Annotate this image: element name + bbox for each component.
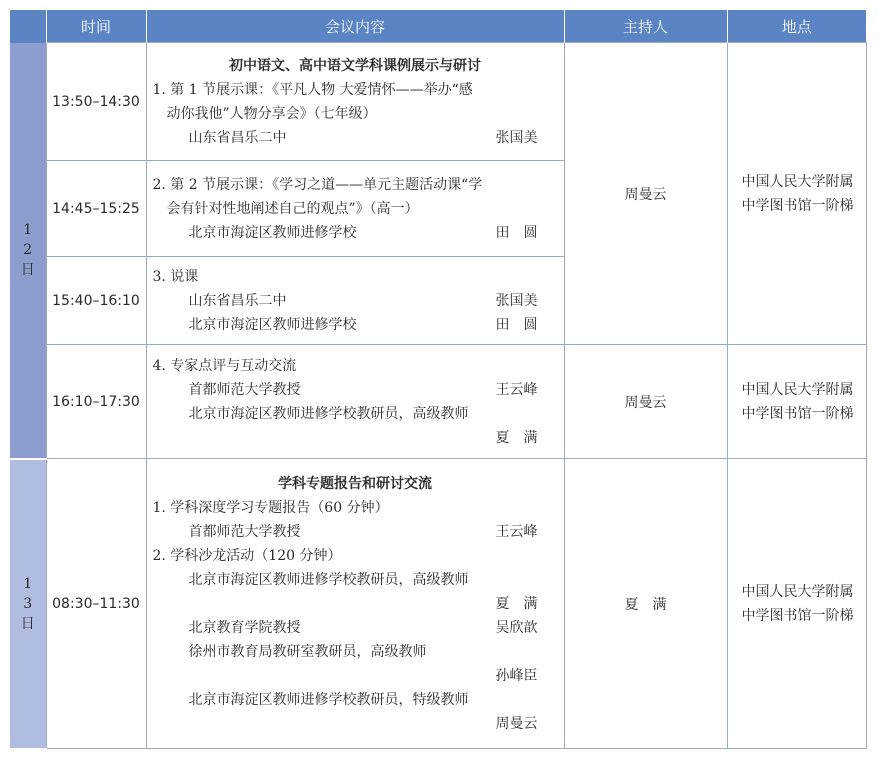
- speaker-org: 首都师范大学教授: [188, 523, 301, 540]
- speaker-org: 北京教育学院教授: [188, 619, 301, 636]
- section-title: 初中语文、高中语文学科课例展示与研讨: [229, 57, 481, 74]
- speaker-org: 山东省昌乐二中: [188, 129, 287, 146]
- speaker-row: [153, 126, 558, 150]
- speaker-row: [153, 221, 558, 245]
- content-cell: [146, 459, 564, 749]
- header-time: 时间: [46, 10, 146, 43]
- host-cell: 周曼云: [564, 43, 727, 345]
- location-cell: 中国人民大学附属中学图书馆一阶梯: [727, 345, 866, 459]
- header-row: [10, 10, 866, 43]
- speaker-name: 孙峰臣: [495, 667, 538, 684]
- speaker-org: 山东省昌乐二中: [188, 292, 287, 309]
- table-row: [10, 43, 866, 161]
- table-row: [10, 345, 866, 459]
- speaker-name: 张国美: [495, 129, 538, 146]
- content-line: 会有针对性地阐述自己的观点”》（高一）: [166, 200, 419, 217]
- host-cell: 夏 满: [564, 459, 727, 749]
- content-cell: [146, 345, 564, 459]
- content-line: 动你我他”人物分享会》（七年级）: [166, 105, 377, 122]
- content-line: 4. 专家点评与互动交流: [152, 357, 297, 374]
- speaker-row: [153, 616, 558, 640]
- schedule-table: [10, 10, 867, 750]
- content-line: 2. 第 2 节展示课：《学习之道——单元主题活动课“学: [152, 176, 483, 193]
- speaker-row: [153, 289, 558, 313]
- content-cell: [146, 161, 564, 257]
- speaker-org: 北京市海淀区教师进修学校: [188, 316, 357, 333]
- speaker-name: 周曼云: [495, 715, 538, 732]
- speaker-name: 夏 满: [495, 595, 538, 612]
- content-line: 2. 学科沙龙活动（120 分钟）: [152, 547, 342, 564]
- speaker-org: 北京市海淀区教师进修学校教研员，高级教师: [188, 571, 469, 588]
- section-title: 学科专题报告和研讨交流: [278, 475, 432, 492]
- time-cell: 15:40–16:10: [46, 257, 146, 345]
- speaker-org: 北京市海淀区教师进修学校: [188, 224, 357, 241]
- time-cell: 08:30–11:30: [46, 459, 146, 749]
- table-row: [10, 459, 866, 749]
- content-line: 3. 说课: [152, 268, 199, 285]
- speaker-name: 田 圆: [495, 224, 538, 241]
- header-day: [10, 10, 46, 43]
- time-cell: 13:50–14:30: [46, 43, 146, 161]
- location-cell: 中国人民大学附属中学图书馆一阶梯: [727, 459, 866, 749]
- speaker-row: [153, 520, 558, 544]
- speaker-org: 北京市海淀区教师进修学校教研员，特级教师: [188, 691, 469, 708]
- location-cell: 中国人民大学附属中学图书馆一阶梯: [727, 43, 866, 345]
- content-line: 1. 第 1 节展示课：《平凡人物 大爱情怀——举办“感: [152, 81, 473, 98]
- header-location: 地点: [727, 10, 866, 43]
- content-cell: [146, 257, 564, 345]
- day-13-label: 13 日: [10, 459, 46, 749]
- content-cell: [146, 43, 564, 161]
- speaker-name: 张国美: [495, 292, 538, 309]
- speaker-name: 王云峰: [495, 523, 538, 540]
- speaker-name: 夏 满: [495, 429, 538, 446]
- speaker-name: 王云峰: [495, 381, 538, 398]
- speaker-row: [153, 378, 558, 402]
- host-cell: 周曼云: [564, 345, 727, 459]
- speaker-org: 首都师范大学教授: [188, 381, 301, 398]
- speaker-name: 吴欣歆: [495, 619, 538, 636]
- content-line: 1. 学科深度学习专题报告（60 分钟）: [152, 499, 389, 516]
- time-cell: 14:45–15:25: [46, 161, 146, 257]
- time-cell: 16:10–17:30: [46, 345, 146, 459]
- speaker-org: 徐州市教育局教研室教研员，高级教师: [188, 643, 427, 660]
- header-host: 主持人: [564, 10, 727, 43]
- speaker-org: 北京市海淀区教师进修学校教研员，高级教师: [188, 405, 469, 422]
- day-12-label: 12 日: [10, 43, 46, 459]
- speaker-name: 田 圆: [495, 316, 538, 333]
- speaker-row: [153, 313, 558, 337]
- header-content: 会议内容: [146, 10, 564, 43]
